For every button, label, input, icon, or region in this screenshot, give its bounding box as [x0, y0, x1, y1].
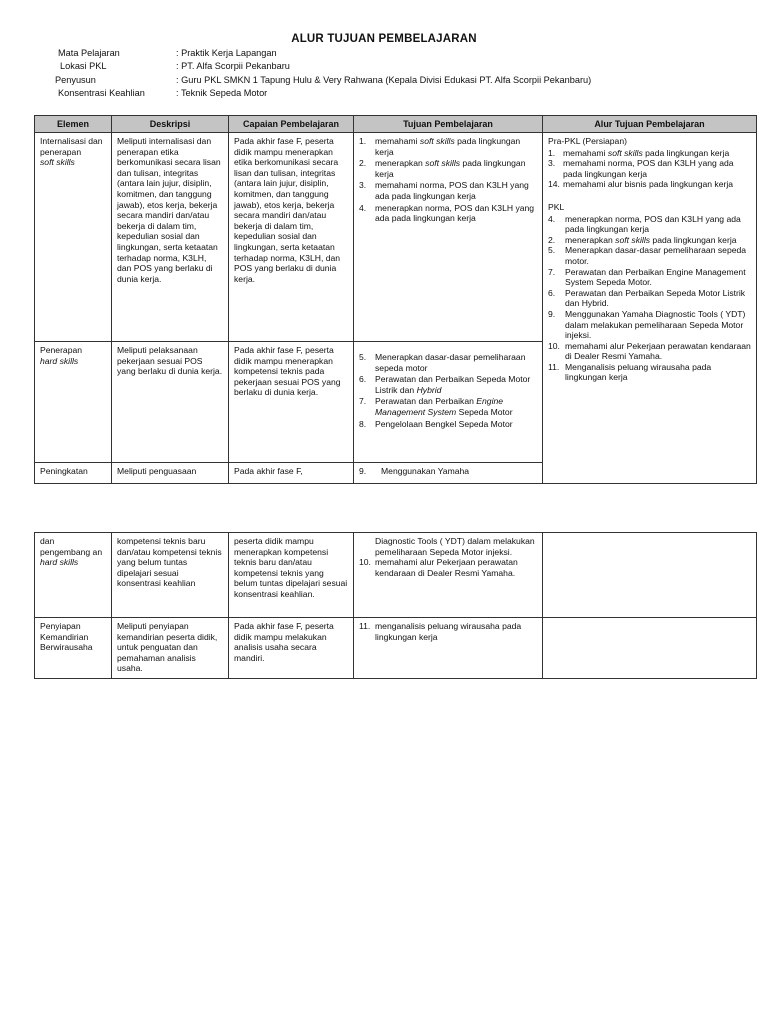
tujuan-cell	[354, 133, 543, 342]
meta-value: : Teknik Sepeda Motor	[176, 88, 268, 99]
meta-row-penyusun	[0, 74, 768, 87]
deskripsi-cell: Meliputi penyiapan kemandirian peserta didik, untuk penguatan dan pemahaman analisis usaha.	[112, 618, 229, 679]
table-row	[35, 533, 757, 618]
capaian-cell: Pada akhir fase F, peserta didik mampu menerapkan kompetensi teknis pada pekerjaan sesuai POS yang berlaku di dunia kerja.	[229, 342, 354, 463]
meta-row-mata-pelajaran	[0, 47, 768, 60]
tujuan-cell	[354, 342, 543, 463]
alur-cell	[543, 533, 757, 618]
header-tujuan: Tujuan Pembelajaran	[354, 116, 543, 133]
alur-table-part-1	[34, 115, 757, 484]
pra-pkl-title: Pra-PKL (Persiapan)	[548, 136, 627, 146]
list-item: 11. menganalisis peluang wirausaha pada lingkungan kerja	[359, 621, 522, 642]
list-item: 11. Menganalisis peluang wirausaha pada lingkungan kerja	[548, 361, 712, 383]
header-capaian: Capaian Pembelajaran	[229, 116, 354, 133]
list-item: 4. menerapkan norma, POS dan K3LH yang ada pada lingkungan kerja	[548, 213, 741, 235]
list-item: 5. Menerapkan dasar-dasar pemeliharaan sepeda motor.	[548, 245, 747, 266]
list-item: 14. memahami alur bisnis pada lingkungan kerja	[548, 179, 734, 190]
table-header-row	[35, 116, 757, 133]
list-item: 9. Menggunakan Yamaha Diagnostic Tools ( YDT) dalam melakukan pemeliharaan Sepeda Motor injeksi.	[548, 308, 746, 341]
header-deskripsi: Deskripsi	[112, 116, 229, 133]
elemen-text-italic: soft skills	[40, 157, 75, 168]
list-item: 4. menerapkan norma, POS dan K3LH yang ada pada lingkungan kerja	[359, 202, 535, 224]
list-item: 3. memahami norma, POS dan K3LH yang ada pada lingkungan kerja	[548, 158, 734, 179]
deskripsi-cell: Meliputi internalisasi dan penerapan etika berkomunikasi secara lisan dan tulisan, integritas (antara lain jujur, disiplin, komitmen, dan tanggung jawab), etos kerja, bekerja secara mandiri dan/atau bekerja di dalam tim, kepedulian sosial dan lingkungan, serta ketaatan terhadap norma, K3LH, dan POS yang berlaku di dunia kerja.	[112, 133, 229, 342]
alur-cell	[543, 133, 757, 484]
list-item: 6. Perawatan dan Perbaikan Sepeda Motor Listrik dan Hybrid.	[548, 287, 746, 309]
elemen-cell: Penyiapan Kemandirian Berwirausaha	[35, 618, 112, 679]
meta-label: Penyusun	[55, 74, 96, 85]
document-title: ALUR TUJUAN PEMBELAJARAN	[291, 33, 477, 45]
list-item: 9. Menggunakan Yamaha	[359, 466, 470, 476]
tujuan-continuation: Diagnostic Tools ( YDT) dalam melakukan pemeliharaan Sepeda Motor injeksi.	[375, 536, 535, 557]
list-item: 7. Perawatan dan Perbaikan Engine Management System Sepeda Motor.	[548, 266, 746, 288]
meta-label: Lokasi PKL	[60, 61, 107, 72]
meta-value: : Guru PKL SMKN 1 Tapung Hulu & Very Rahwana (Kepala Divisi Edukasi PT. Alfa Scorpii Pekanbaru)	[176, 74, 592, 85]
list-item: 6. Perawatan dan Perbaikan Sepeda Motor Listrik dan Hybrid	[359, 374, 531, 395]
list-item: 8. Pengelolaan Bengkel Sepeda Motor	[359, 418, 513, 429]
elemen-text: dan pengembang an	[40, 536, 103, 557]
header-elemen: Elemen	[35, 116, 112, 133]
deskripsi-cell: Meliputi pelaksanaan pekerjaan sesuai POS yang berlaku di dunia kerja.	[112, 342, 229, 463]
list-item: 1. memahami soft skills pada lingkungan kerja	[548, 147, 730, 158]
list-item: 10. memahami alur Pekerjaan perawatan kendaraan di Dealer Resmi Yamaha.	[548, 340, 751, 362]
list-item: 10. memahami alur Pekerjaan perawatan kendaraan di Dealer Resmi Yamaha.	[359, 557, 518, 578]
meta-value: : PT. Alfa Scorpii Pekanbaru	[176, 61, 290, 72]
meta-value: : Praktik Kerja Lapangan	[176, 48, 277, 58]
meta-label: Mata Pelajaran	[58, 48, 120, 58]
capaian-cell: Pada akhir fase F, peserta didik mampu menerapkan etika berkomunikasi secara lisan dan tulisan, integritas (antara lain jujur, disiplin, komitmen, dan tanggung jawab), etos kerja, bekerja secara mandiri dan/atau bekerja di dalam tim, kepedulian sosial dan lingkungan, serta ketaatan terhadap norma, K3LH, dan POS yang berlaku di dunia kerja.	[229, 133, 354, 342]
capaian-cell: Pada akhir fase F, peserta didik mampu melakukan analisis usaha secara mandiri.	[229, 618, 354, 679]
elemen-text-italic: hard skills	[40, 355, 79, 366]
elemen-text: Internalisasi dan penerapan	[40, 136, 103, 157]
tujuan-cell	[354, 533, 543, 618]
list-item: 1. memahami soft skills pada lingkungan kerja	[359, 136, 521, 157]
deskripsi-cell: Meliputi penguasaan	[112, 463, 229, 484]
tujuan-cell	[354, 618, 543, 679]
list-item: 2. menerapkan soft skills pada lingkungan kerja	[359, 158, 526, 179]
meta-row-lokasi-pkl	[0, 60, 768, 73]
table-row	[35, 618, 757, 679]
pkl-title: PKL	[548, 201, 565, 212]
alur-cell	[543, 618, 757, 679]
alur-table-part-2	[34, 532, 757, 679]
elemen-cell	[35, 533, 112, 618]
document-meta	[0, 47, 768, 101]
elemen-cell: Peningkatan	[35, 463, 112, 484]
elemen-text: Penerapan	[40, 345, 83, 355]
list-item: 3. memahami norma, POS dan K3LH yang ada pada lingkungan kerja	[359, 180, 529, 201]
elemen-text-italic: hard skills	[40, 557, 79, 568]
list-item: 5. Menerapkan dasar-dasar pemeliharaan sepeda motor	[359, 352, 526, 373]
deskripsi-cell: kompetensi teknis baru dan/atau kompetensi teknis yang belum tuntas dipelajari sesuai konsentrasi keahlian	[112, 533, 229, 618]
elemen-cell	[35, 342, 112, 463]
tujuan-cell	[354, 463, 543, 484]
list-item: 2. menerapkan soft skills pada lingkungan kerja	[548, 234, 737, 245]
meta-label: Konsentrasi Keahlian	[58, 88, 145, 99]
meta-row-konsentrasi-keahlian	[0, 87, 768, 100]
table-row	[35, 133, 757, 342]
elemen-cell	[35, 133, 112, 342]
header-alur: Alur Tujuan Pembelajaran	[543, 116, 757, 133]
list-item: 7. Perawatan dan Perbaikan Engine Management System Sepeda Motor	[359, 396, 513, 417]
capaian-cell: peserta didik mampu menerapkan kompetensi teknis baru dan/atau kompetensi teknis yang belum tuntas dipelajari sesuai konsentrasi keahlian.	[229, 533, 354, 618]
capaian-cell: Pada akhir fase F,	[229, 463, 354, 484]
